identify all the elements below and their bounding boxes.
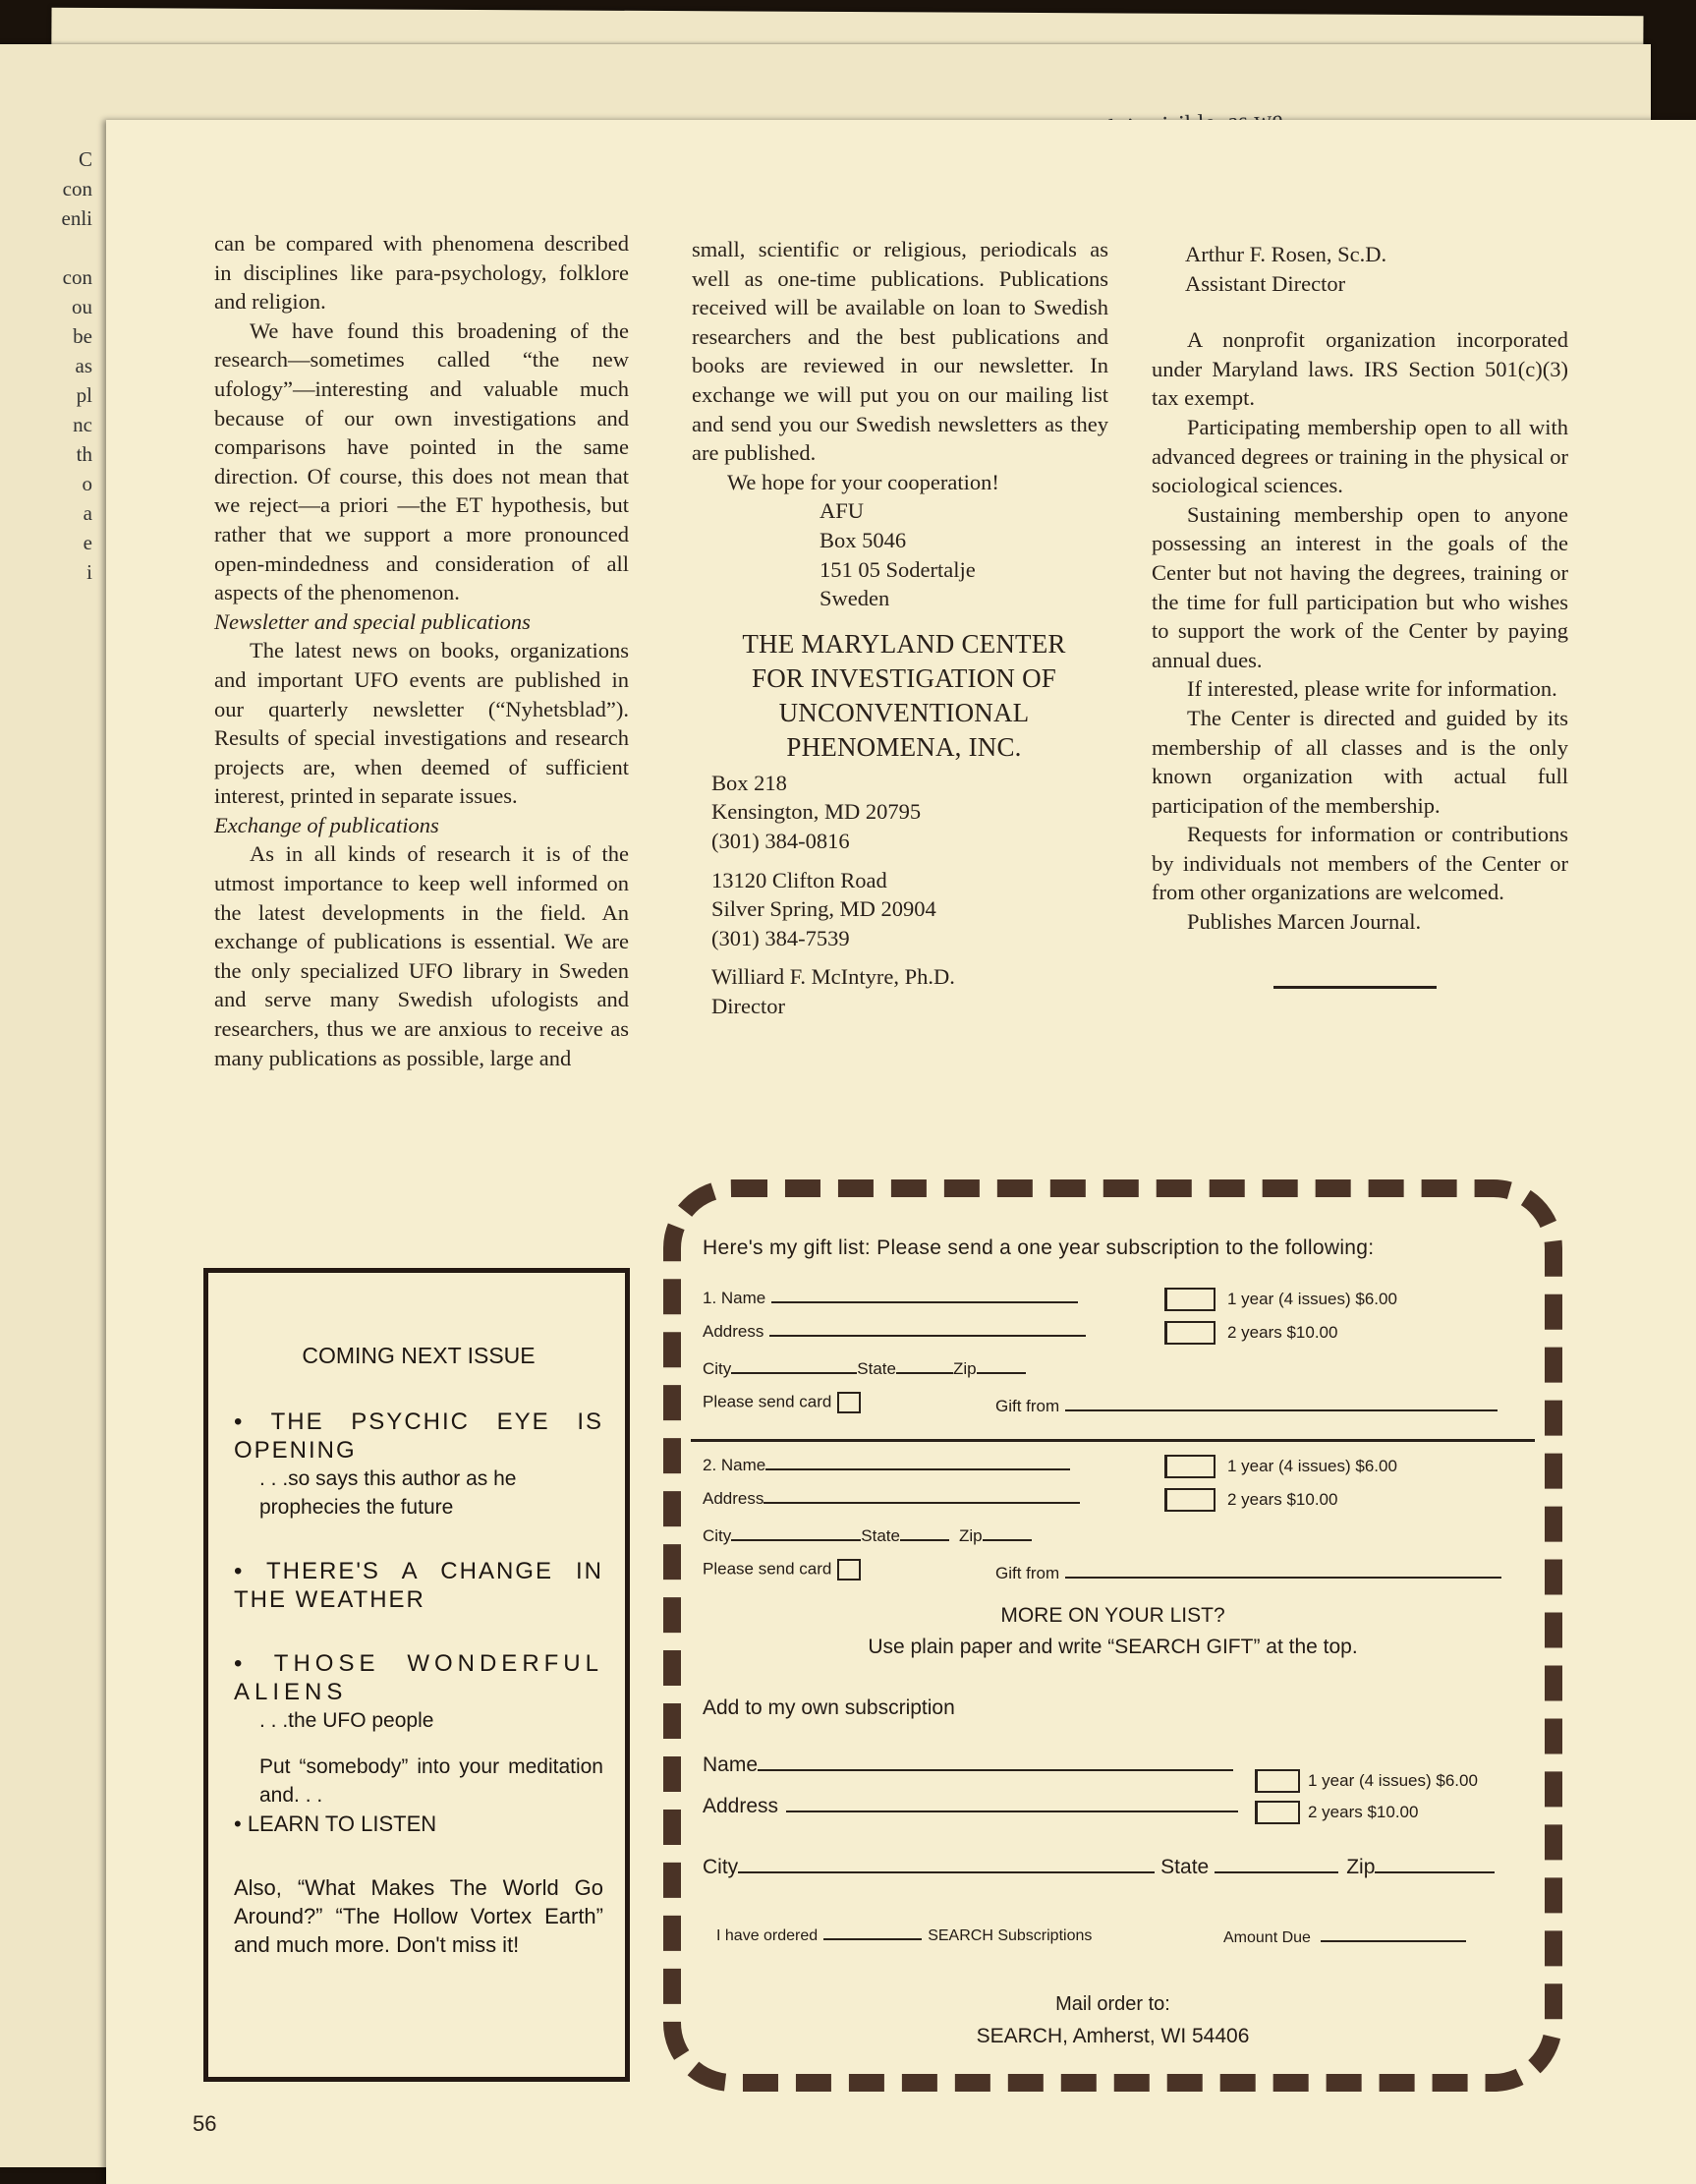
assistant-director (1152, 240, 1568, 298)
checkbox-1-year[interactable] (1164, 1288, 1215, 1311)
address-line: Box 218 (711, 770, 787, 795)
city-label: City (703, 1856, 739, 1878)
page-number: 56 (193, 2111, 217, 2136)
ordered-label: I have ordered (716, 1927, 819, 1944)
mail-order-address: SEARCH, Amherst, WI 54406 (976, 2025, 1250, 2047)
peek-line: o (82, 472, 92, 495)
own-option-1-year: 1 year (4 issues) $6.00 (1308, 1771, 1478, 1790)
peek-line (0, 236, 98, 265)
form-divider (691, 1439, 1535, 1442)
send-card-checkbox[interactable] (837, 1559, 861, 1581)
col3-para: Requests for information or contributions by individuals not members of the Center or from other organizations are welcomed. (1152, 822, 1568, 905)
zip-label: Zip (952, 1359, 977, 1378)
gift-from1-field[interactable] (995, 1396, 1498, 1416)
name-label: Name (703, 1753, 759, 1776)
md-address-1 (692, 769, 1108, 856)
address-line: Kensington, MD 20795 (711, 799, 922, 825)
coming-item: • THE PSYCHIC EYE IS OPENING (234, 1408, 603, 1464)
director-name: Williard F. McIntyre, Ph.D. (711, 964, 955, 990)
address-line: Silver Spring, MD 20904 (711, 896, 936, 922)
peek-line: con (62, 177, 92, 201)
md-address-2 (692, 866, 1108, 953)
option-1-year: 1 year (4 issues) $6.00 (1227, 1290, 1397, 1308)
peek-line: pl (76, 383, 92, 407)
subscription-form (663, 1179, 1562, 2092)
address-line: (301) 384-7539 (711, 925, 850, 950)
asst-name: Arthur F. Rosen, Sc.D. (1185, 242, 1387, 266)
amount-due-field[interactable] (1223, 1926, 1466, 1947)
name2-label: 2. Name (703, 1456, 766, 1474)
amount-due-label: Amount Due (1223, 1929, 1311, 1946)
state-label: State (1160, 1856, 1210, 1878)
address-line: AFU (820, 498, 865, 524)
left-page-fragment (0, 147, 98, 590)
peek-line: nc (73, 413, 92, 436)
own-csz-field[interactable] (703, 1856, 1495, 1879)
send-card-label: Please send card (703, 1559, 832, 1579)
peek-line: i (86, 560, 92, 584)
column-3 (1152, 240, 1568, 989)
name2-field[interactable] (703, 1455, 1070, 1475)
maryland-center-heading: THE MARYLAND CENTER FOR INVESTIGATION OF UNCONVENTIONAL PHENOMENA, INC. (742, 628, 1066, 762)
peek-line: be (73, 324, 92, 348)
city-label: City (703, 1526, 732, 1545)
ordered-line[interactable] (716, 1925, 1092, 1945)
director-title: Director (711, 993, 785, 1018)
peek-line: as (75, 354, 92, 377)
send-card2[interactable] (703, 1559, 861, 1581)
csz1-field[interactable] (703, 1358, 1026, 1379)
col3-para: Sustaining membership open to anyone possessing an interest in the goals of the Center but not having the degrees, training or the time for full participation but who wishes to support the work of the Center by paying annual dues. (1152, 501, 1568, 672)
option-2-years: 2 years $10.00 (1227, 1323, 1338, 1342)
own-checkbox-2-years[interactable] (1255, 1801, 1300, 1824)
peek-line: th (76, 442, 92, 466)
city-label: City (703, 1359, 732, 1378)
option-2-years: 2 years $10.00 (1227, 1490, 1338, 1509)
col1-para: As in all kinds of research it is of the utmost importance to keep well informed on the latest developments in the field. An exchange of publications is essential. We are the only specialized UFO library in Sweden and serve many Swedish ufologists and researchers, thus we are anxious to receive as many publications as possible, large and (214, 841, 629, 1070)
coming-item: • THOSE WONDERFUL ALIENS (234, 1650, 603, 1705)
column-1 (214, 229, 629, 1072)
gift-from-label: Gift from (995, 1397, 1060, 1415)
coming-item-pre: Put “somebody” into your meditation and. . . (259, 1755, 603, 1807)
address2-field[interactable] (703, 1488, 1080, 1509)
zip-label: Zip (1346, 1856, 1376, 1878)
checkbox-1-year[interactable] (1164, 1455, 1215, 1478)
coming-next-issue-box (203, 1268, 630, 2082)
coming-item: • LEARN TO LISTEN (234, 1811, 437, 1836)
col1-para: can be compared with phenomena described in disciplines like para-psychology, folklore and religion. (214, 231, 629, 315)
own-checkbox-1-year[interactable] (1255, 1769, 1300, 1793)
col3-para: If interested, please write for information. (1187, 676, 1557, 702)
state-label: State (857, 1359, 896, 1378)
address-line: (301) 384-0816 (711, 828, 850, 853)
peek-line: a (83, 501, 92, 525)
send-card-checkbox[interactable] (837, 1392, 861, 1413)
afu-address (692, 496, 1108, 612)
mail-order-label: Mail order to: (1055, 1993, 1170, 2015)
col3-para: The Center is directed and guided by its membership of all classes and is the only known organization with actual full participation of the membership. (1152, 705, 1568, 818)
asst-title: Assistant Director (1185, 270, 1346, 296)
peek-line: C (78, 147, 92, 171)
gift-from-label: Gift from (995, 1564, 1060, 1582)
csz2-field[interactable] (703, 1525, 1032, 1546)
plain-paper-note: Use plain paper and write “SEARCH GIFT” at the top. (868, 1636, 1358, 1658)
column-end-rule (1273, 986, 1437, 989)
column-2 (692, 235, 1108, 1020)
coming-also: Also, “What Makes The World Go Around?” “The Hollow Vortex Earth” and much more. Don't miss it! (234, 1875, 603, 1957)
peek-line: enli (61, 206, 92, 230)
search-subs-label: SEARCH Subscriptions (928, 1927, 1093, 1944)
checkbox-2-years[interactable] (1164, 1321, 1215, 1345)
col3-para: Participating membership open to all with advanced degrees or training in the physical or sociological sciences. (1152, 414, 1568, 498)
own-option-2-years: 2 years $10.00 (1308, 1803, 1419, 1821)
peek-line: ou (72, 295, 92, 318)
section-heading: Exchange of publications (214, 812, 439, 837)
send-card-label: Please send card (703, 1392, 832, 1411)
more-on-list: MORE ON YOUR LIST? (1000, 1604, 1225, 1627)
own-subscription-label: Add to my own subscription (703, 1696, 955, 1719)
section-heading: Newsletter and special publications (214, 608, 531, 634)
address-line: Sweden (820, 586, 890, 611)
col2-para: We hope for your cooperation! (727, 469, 999, 494)
peek-line: con (62, 265, 92, 289)
name1-label: 1. Name (703, 1289, 766, 1307)
col3-para: Publishes Marcen Journal. (1187, 909, 1422, 935)
address-line: Box 5046 (820, 527, 907, 552)
address-label: Address (703, 1489, 764, 1508)
coming-title: COMING NEXT ISSUE (302, 1343, 536, 1368)
col1-para: The latest news on books, organizations and important UFO events are published in our quarterly newsletter (“Nyhetsblad”). Results of special investigations and research projects are, when deemed of sufficient interest, printed in separate issues. (214, 638, 629, 809)
form-header: Here's my gift list: Please send a one year subscription to the following: (703, 1236, 1375, 1259)
own-address-field[interactable] (703, 1795, 1238, 1818)
address-label: Address (703, 1795, 779, 1817)
peek-line: e (83, 531, 92, 554)
option-1-year: 1 year (4 issues) $6.00 (1227, 1457, 1397, 1475)
coming-item: • THERE'S A CHANGE IN THE WEATHER (234, 1558, 603, 1613)
address1-field[interactable] (703, 1321, 1086, 1342)
name1-field[interactable] (703, 1288, 1078, 1308)
state-label: State (861, 1526, 900, 1545)
send-card1[interactable] (703, 1392, 861, 1413)
address-line: 13120 Clifton Road (711, 867, 887, 892)
director (692, 962, 1108, 1020)
own-name-field[interactable] (703, 1753, 1233, 1777)
gift-from2-field[interactable] (995, 1563, 1501, 1583)
col3-para: A nonprofit organization incorporated under Maryland laws. IRS Section 501(c)(3) tax exempt. (1152, 327, 1568, 411)
address-label: Address (703, 1322, 764, 1341)
coming-item-sub: . . .so says this author as he prophecies the future (259, 1467, 517, 1519)
col2-para: small, scientific or religious, periodicals as well as one-time publications. Publications received will be available on loan to Swedish researchers and the best publications and books are reviewed in our newsletter. In exchange we will put you on our mailing list and send you our Swedish newsletters as they are published. (692, 237, 1108, 466)
zip-label: Zip (958, 1526, 983, 1545)
col1-para: We have found this broadening of the research—sometimes called “the new ufology”—interesting and valuable much because of our own investigations and comparisons have pointed in the same direction. Of course, this does not mean that we reject—a priori —the ET hypothesis, but rather that we support a more pronounced open-mindedness and consideration of all aspects of the phenomenon. (214, 317, 629, 605)
address-line: 151 05 Sodertalje (820, 556, 976, 582)
coming-item-sub: . . .the UFO people (259, 1709, 434, 1732)
checkbox-2-years[interactable] (1164, 1488, 1215, 1512)
